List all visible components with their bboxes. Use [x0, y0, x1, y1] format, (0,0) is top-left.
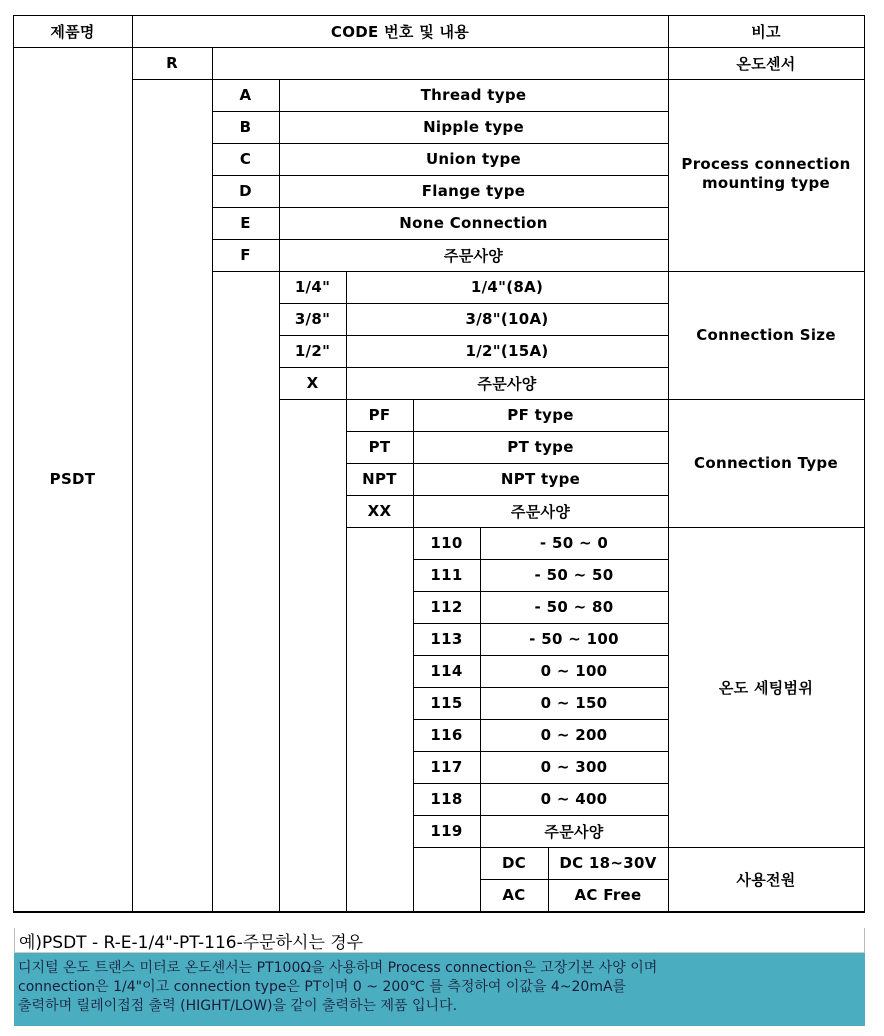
range-desc: 0 ~ 200: [540, 726, 608, 744]
mounting-desc: Flange type: [421, 182, 526, 200]
mounting-desc: 주문사양: [443, 246, 504, 265]
mounting-remark-line: Process connection: [681, 155, 851, 173]
mounting-code: F: [240, 246, 251, 264]
power-desc: DC 18~30V: [559, 854, 657, 872]
ctype-desc: PT type: [507, 438, 574, 456]
mounting-code: E: [240, 214, 251, 232]
mounting-desc: Nipple type: [423, 118, 524, 136]
mounting-desc: Thread type: [420, 86, 527, 104]
power-code: DC: [501, 854, 527, 872]
ctype-remark: Connection Type: [694, 454, 838, 472]
range-desc: 0 ~ 100: [540, 662, 608, 680]
size-desc: 1/4"(8A): [470, 278, 544, 296]
header-remark: 비고: [751, 22, 781, 41]
range-desc: - 50 ~ 100: [529, 630, 619, 648]
ctype-code: PT: [368, 438, 391, 456]
ctype-code: PF: [368, 406, 391, 424]
size-code: X: [306, 374, 319, 392]
note-line: 출력하며 릴레이접점 출력 (HIGHT/LOW)을 같이 출력하는 제품 입니다.: [18, 998, 458, 1014]
range-desc: - 50 ~ 80: [534, 598, 614, 616]
order-example: 예)PSDT - R-E-1/4"-PT-116-주문하시는 경우: [14, 928, 865, 953]
range-code: 114: [430, 662, 463, 680]
range-code: 111: [430, 566, 463, 584]
ctype-desc: PF type: [507, 406, 574, 424]
range-desc: - 50 ~ 50: [534, 566, 614, 584]
ctype-desc: NPT type: [500, 470, 581, 488]
mounting-code: C: [239, 150, 252, 168]
size-desc: 주문사양: [477, 374, 537, 393]
size-code: 3/8": [294, 310, 331, 328]
ctype-code: NPT: [362, 470, 397, 488]
ctype-desc: 주문사양: [510, 502, 571, 521]
range-desc: 0 ~ 400: [540, 790, 608, 808]
range-desc: 주문사양: [544, 822, 604, 841]
product-name: PSDT: [49, 470, 96, 488]
note-line: 디지털 온도 트랜스 미터로 온도센서는 PT100Ω을 사용하며 Process connection은 고장기본 사양 이며: [18, 960, 658, 976]
power-desc: AC Free: [574, 886, 642, 904]
header-product: 제품명: [50, 22, 95, 41]
size-code: 1/4": [294, 278, 331, 296]
size-desc: 1/2"(15A): [465, 342, 549, 360]
range-code: 113: [430, 630, 463, 648]
ctype-code: XX: [367, 502, 392, 520]
range-desc: 0 ~ 150: [540, 694, 608, 712]
header-code: CODE 번호 및 내용: [330, 22, 470, 41]
table-rule: [864, 15, 865, 912]
range-desc: - 50 ~ 0: [539, 534, 609, 552]
mounting-desc: None Connection: [399, 214, 548, 232]
range-code: 110: [430, 534, 463, 552]
mounting-code: D: [239, 182, 252, 200]
range-code: 118: [430, 790, 463, 808]
range-code: 115: [430, 694, 463, 712]
mounting-desc: Union type: [425, 150, 522, 168]
range-code: 116: [430, 726, 463, 744]
range-code: 112: [430, 598, 463, 616]
mounting-remark-line: mounting type: [701, 174, 830, 192]
size-desc: 3/8"(10A): [465, 310, 549, 328]
size-remark: Connection Size: [696, 326, 836, 344]
table-rule: [132, 15, 133, 912]
range-remark: 온도 세팅범위: [718, 678, 814, 697]
power-remark: 사용전원: [736, 870, 796, 889]
table-rule: [13, 911, 865, 913]
sensor-code: R: [166, 54, 178, 72]
mounting-code: B: [239, 118, 252, 136]
mounting-code: A: [239, 86, 252, 104]
mounting-remark: [668, 79, 864, 271]
size-code: 1/2": [294, 342, 331, 360]
note-line: connection은 1/4"이고 connection type은 PT이며 0 ~ 200℃ 를 측정하여 이값을 4~20mA를: [18, 979, 627, 995]
range-desc: 0 ~ 300: [540, 758, 608, 776]
sensor-remark: 온도센서: [736, 54, 796, 73]
product-description-note: [14, 953, 865, 1026]
range-code: 119: [430, 822, 463, 840]
range-code: 117: [430, 758, 463, 776]
power-code: AC: [502, 886, 526, 904]
